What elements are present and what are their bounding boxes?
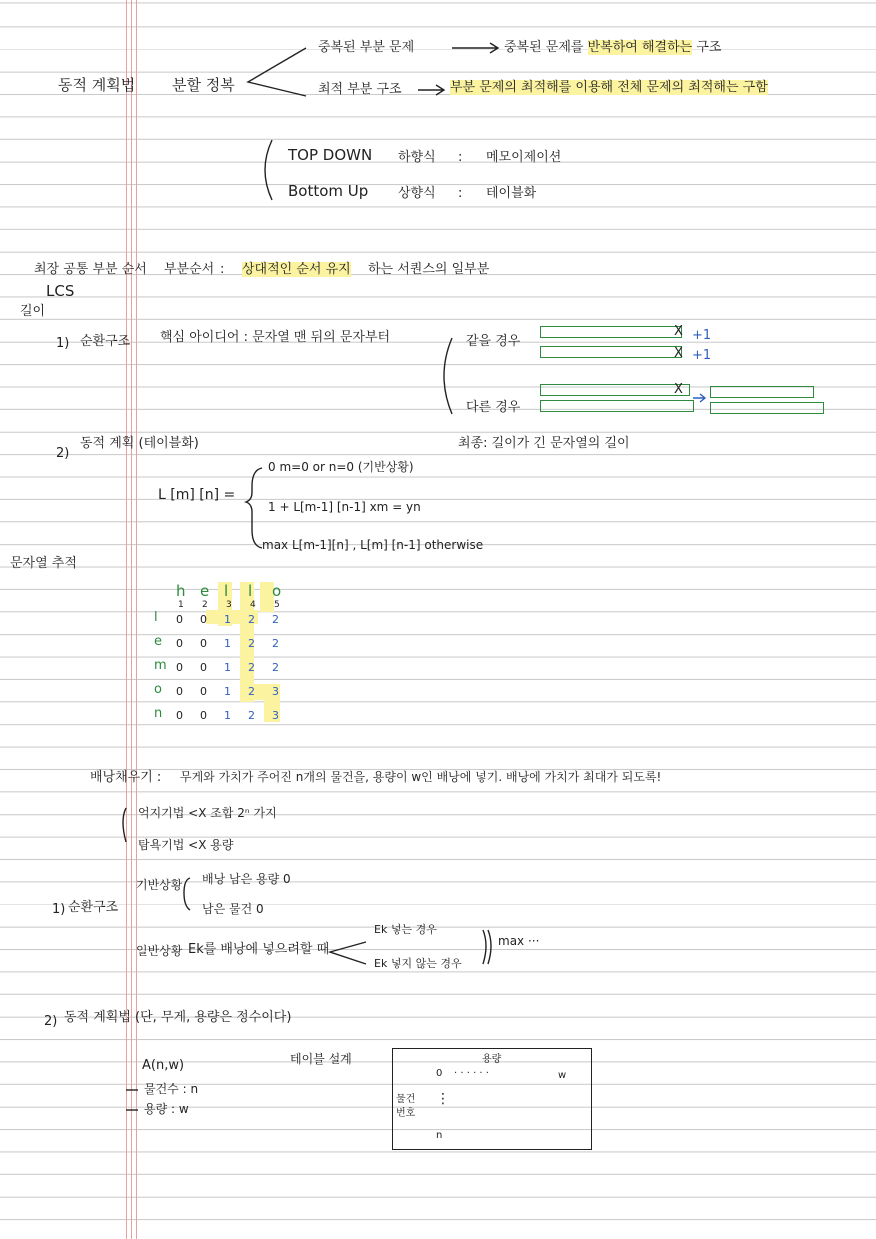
lcs-cell: 2 [248,661,255,674]
lcs-diff: 다른 경우 [466,400,521,415]
lcs-cell: 1 [224,637,231,650]
knap-s2-num: 2) [44,1014,58,1029]
lcs-seq-box [710,386,814,398]
lcs-cell: 0 [176,637,183,650]
dp-branch1-right [504,40,721,55]
lcs-cell: 0 [200,685,207,698]
lcs-col-index: 4 [250,600,256,610]
lcs-case3: max L[m-1][n] , L[m] [n-1] otherwise [262,538,484,552]
lcs-xmark: X [674,324,683,339]
lcs-cell: 2 [272,637,279,650]
lcs-cell: 0 [200,709,207,722]
lcs-cell: 2 [272,613,279,626]
lcs-case1: 0 m=0 or n=0 (기반상황) [268,460,414,474]
lcs-cell: 0 [176,709,183,722]
lcs-seq-box [540,400,694,412]
lcs-cell: 0 [176,685,183,698]
knap-gen-text: Ek를 배낭에 넣으려할 때 [188,942,330,957]
knap-table-num: 번호 [396,1108,416,1119]
lcs-seq-box [710,402,824,414]
lcs-xmark: X [674,382,683,397]
lcs-col-index: 2 [202,600,208,610]
lcs-s1-num: 1) [56,336,70,351]
lcs-cell: 2 [248,709,255,722]
knap-table-n: n [436,1130,443,1141]
dp-topdown-method: 메모이제이션 [486,150,562,165]
knap-table-dots: · · · · · · [454,1068,489,1079]
knap-base: 기반상황 [136,878,183,892]
lcs-row-char: n [154,706,163,721]
lcs-cell: 0 [200,661,207,674]
lcs-case2: 1 + L[m-1] [n-1] xm = yn [268,500,421,514]
lcs-cell: 2 [272,661,279,674]
dp-branch1-right-b: 구조 [692,40,722,55]
lcs-subseq-label: 부분순서 [164,262,215,277]
dp-topdown: TOP DOWN [288,146,373,164]
knap-title: 배낭채우기 : [90,770,162,785]
dp-branch1-right-hl: 반복하여 해결하는 [587,40,693,55]
lcs-col-char: h [176,582,186,600]
dp-branch1-right-a: 중복된 문제를 [504,40,588,55]
dp-bottomup-colon: : [458,186,463,201]
dp-branch2-right: 부분 문제의 최적해를 이용해 전체 문제의 최적해는 구함 [450,80,768,95]
knap-base1: 배낭 남은 용량 0 [202,872,291,886]
lcs-col-char: e [200,582,210,600]
lcs-colon: : [220,262,225,277]
knap-greedy: 탐욕기법 <X 용량 [138,838,234,852]
lcs-col-char: o [272,582,282,600]
knap-table-header: 용량 [482,1054,502,1065]
knap-base2: 남은 물건 0 [202,902,264,916]
knap-s1: 순환구조 [68,900,119,915]
dp-branch2-left: 최적 부분 구조 [318,82,402,97]
lcs-cell: 0 [176,661,183,674]
knap-max: max ··· [498,934,540,948]
lcs-plus1: +1 [692,348,712,363]
knap-table-w: w [558,1070,567,1081]
dp-topdown-dir: 하향식 [398,150,436,165]
lcs-cell: 2 [248,685,255,698]
knap-brute: 억지기법 <X 조합 2ⁿ 가지 [138,806,277,820]
lcs-same: 같을 경우 [466,334,521,349]
lcs-seq-box [540,326,682,338]
lcs-cell: 0 [200,613,207,626]
lcs-trace: 문자열 추적 [10,556,77,571]
knap-A: A(n,w) [142,1058,185,1073]
lcs-cell: 1 [224,685,231,698]
lcs-cell: 2 [248,637,255,650]
dp-bottomup-method: 테이블화 [486,186,537,201]
lcs-cell: 1 [224,709,231,722]
knap-notput: Ek 넣지 않는 경우 [374,957,462,970]
knap-table-item: 물건 [396,1094,416,1105]
dp-split: 분할 정복 [172,76,235,94]
lcs-row-char: e [154,634,162,649]
lcs-col-char: l [224,582,229,600]
dp-title: 동적 계획법 [58,76,136,94]
knap-put: Ek 넣는 경우 [374,923,437,936]
lcs-col-index: 3 [226,600,232,610]
knap-s1-num: 1) [52,902,66,917]
lcs-abbrev: LCS [46,282,75,300]
lcs-final: 최종: 길이가 긴 문자열의 길이 [458,436,630,451]
lcs-cell: 2 [248,613,255,626]
knap-table-0: 0 [436,1068,443,1079]
lcs-cell: 3 [272,685,279,698]
lcs-def-rest: 하는 서퀀스의 일부분 [368,262,490,277]
knap-def: 무게와 가치가 주어진 n개의 물건을, 용량이 w인 배낭에 넣기. 배낭에 가치가 최대가 되도록! [180,770,662,784]
lcs-title: 최장 공통 부분 순서 [34,262,147,277]
dp-bottomup-dir: 상향식 [398,186,436,201]
lcs-row-char: m [154,658,167,673]
lcs-cell: 0 [176,613,183,626]
lcs-row-char: o [154,682,162,697]
dp-topdown-colon: : [458,150,463,165]
lcs-L: L [m] [n] = [158,487,236,503]
lcs-s2: 동적 계획 (테이블화) [80,436,199,451]
knap-s2: 동적 계획법 (단, 무게, 용량은 정수이다) [64,1010,292,1025]
knap-items: 물건수 : n [144,1082,199,1096]
lcs-cell: 0 [200,637,207,650]
lcs-idea: 핵심 아이디어 : 문자열 맨 뒤의 문자부터 [160,330,391,345]
lcs-cell: 3 [272,709,279,722]
lcs-s1: 순환구조 [80,334,131,349]
lcs-seq-box [540,384,690,396]
lcs-length: 길이 [20,304,46,319]
lcs-col-index: 5 [274,600,280,610]
lcs-cell: 1 [224,661,231,674]
lcs-xmark: X [674,346,683,361]
knap-table-design: 테이블 설계 [290,1052,352,1066]
lcs-def-highlight: 상대적인 순서 유지 [242,262,351,277]
lcs-plus1: +1 [692,328,712,343]
lcs-row-char: l [154,610,158,625]
dp-bottomup: Bottom Up [288,182,369,200]
lcs-col-index: 1 [178,600,184,610]
knap-table-vdots: ⋮ [436,1091,450,1107]
lcs-s2-num: 2) [56,446,70,461]
lcs-seq-box [540,346,682,358]
dp-branch1-left: 중복된 부분 문제 [318,40,415,55]
knap-general: 일반상황 [136,944,183,958]
knap-cap: 용량 : w [144,1102,189,1116]
lcs-cell: 1 [224,613,231,626]
lcs-col-char: l [248,582,253,600]
